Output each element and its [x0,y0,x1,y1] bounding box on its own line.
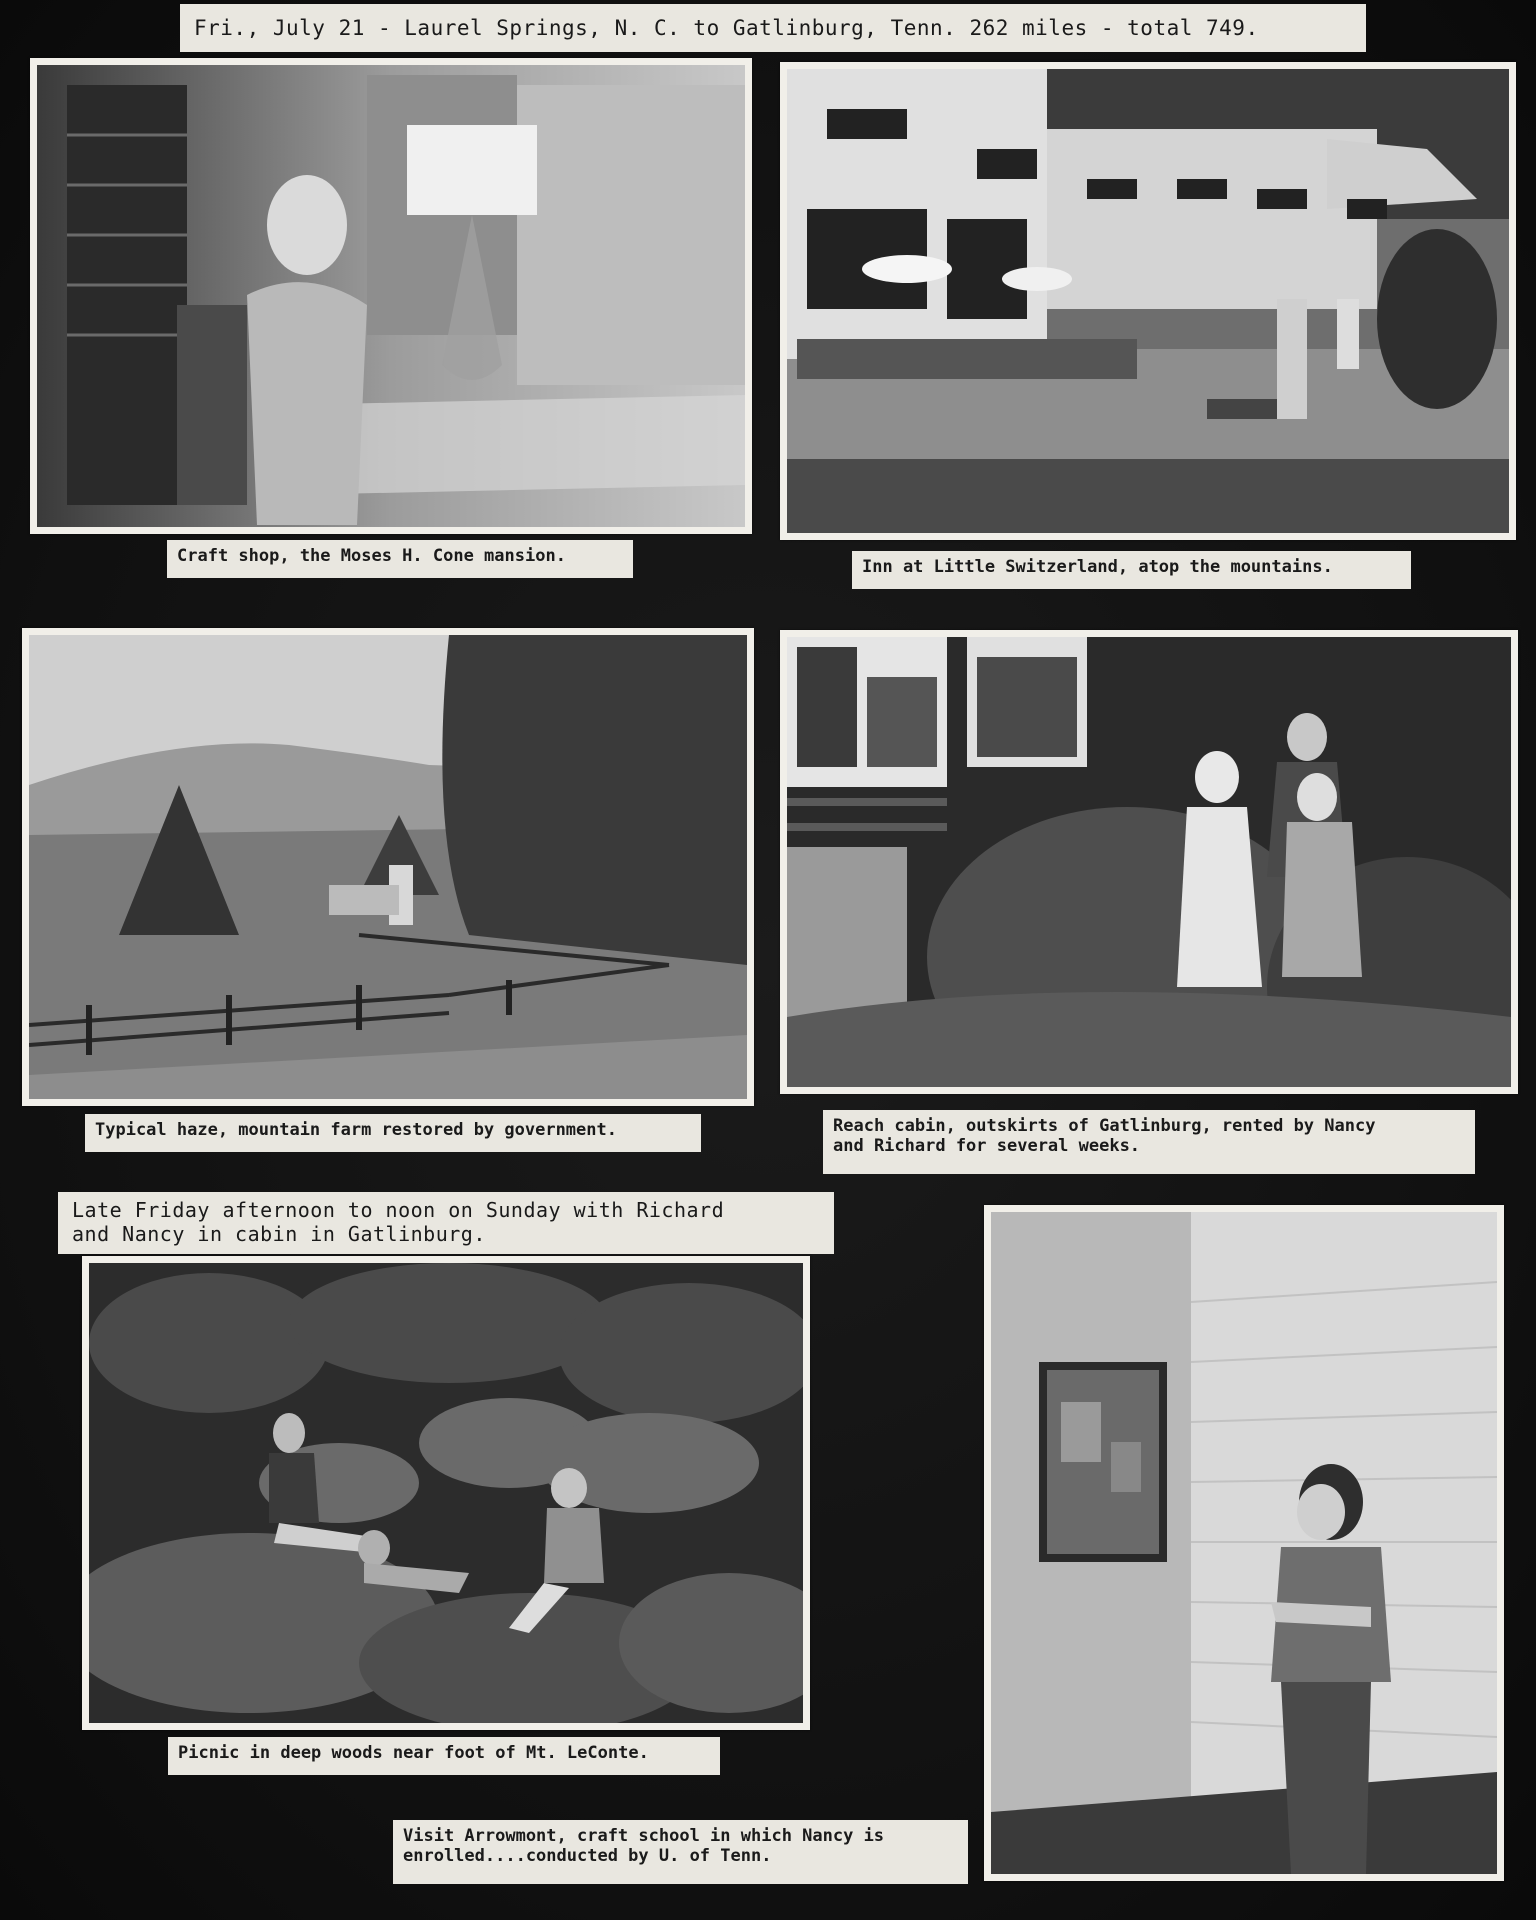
inn-caption: Inn at Little Switzerland, atop the mountains. [852,551,1411,589]
arrowmont-caption: Visit Arrowmont, craft school in which Nancy is enrolled....conducted by U. of Tenn. [393,1820,968,1884]
picnic-caption: Picnic in deep woods near foot of Mt. LeConte. [168,1737,720,1775]
arrowmont-photo [984,1205,1504,1881]
craft-shop-photo [30,58,752,534]
mountain-farm-caption: Typical haze, mountain farm restored by government. [85,1114,701,1152]
picnic-photo [82,1256,810,1730]
mountain-farm-photo [22,628,754,1106]
inn-photo [780,62,1516,540]
cabin-caption: Reach cabin, outskirts of Gatlinburg, rented by Nancy and Richard for several weeks. [823,1110,1475,1174]
craft-shop-caption: Craft shop, the Moses H. Cone mansion. [167,540,633,578]
page-header-label: Fri., July 21 - Laurel Springs, N. C. to Gatlinburg, Tenn. 262 miles - total 749. [180,4,1366,52]
weekend-note: Late Friday afternoon to noon on Sunday with Richard and Nancy in cabin in Gatlinburg. [58,1192,834,1254]
cabin-photo [780,630,1518,1094]
